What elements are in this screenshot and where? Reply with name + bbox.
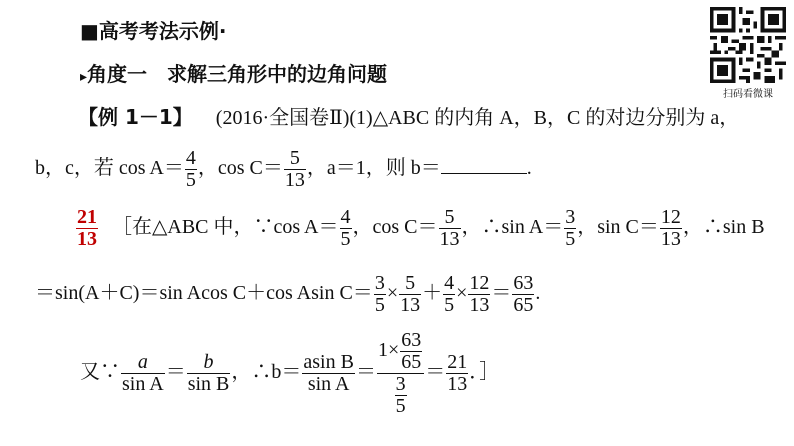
frac-cosC: $\frac{5}{13}$ xyxy=(284,147,305,191)
frac-3-5-inner: $\frac{3}{5}$ xyxy=(395,373,406,417)
frac-asinB-sinA: $\frac{\text{asin B}}{\text{sin A}}$ xyxy=(303,351,354,395)
frac-12-13-b: $\frac{12}{13}$ xyxy=(469,272,490,316)
frac-3-5: $\frac{3}{5}$ xyxy=(565,206,576,250)
frac-cosA: $\frac{4}{5}$ xyxy=(185,147,196,191)
frac-4-5-b: $\frac{4}{5}$ xyxy=(444,272,455,316)
qr-caption: 扫码看微课 xyxy=(723,89,773,100)
frac-21-13: $\frac{21}{13}$ xyxy=(447,351,468,395)
frac-63-65: $\frac{63}{65}$ xyxy=(513,272,534,316)
example-line-1 xyxy=(78,107,739,128)
qr-code-icon[interactable] xyxy=(710,7,786,83)
s3-end: ．］ xyxy=(469,361,500,384)
frac-63-65-inner: $\frac{63}{65}$ xyxy=(401,329,422,373)
s3-eq-3: ＝ xyxy=(425,361,446,384)
example-line-2 xyxy=(35,148,532,191)
s1-d: ，sin C＝ xyxy=(577,216,659,239)
plus: ＋ xyxy=(422,282,443,305)
frac-12-13: $\frac{12}{13}$ xyxy=(660,206,681,250)
section-header xyxy=(80,21,227,41)
solution-line-3 xyxy=(80,330,499,417)
example-tag: 【例 1－1】 xyxy=(78,105,193,129)
q2-post: ，a＝1，则 b＝ xyxy=(306,157,441,180)
answer-fraction: $\frac{21}{13}$ xyxy=(77,206,97,250)
angle-heading xyxy=(80,64,387,84)
answer-blank[interactable] xyxy=(441,155,527,174)
complex-fraction xyxy=(377,330,424,417)
times-2: × xyxy=(456,282,468,305)
q2-end: . xyxy=(526,157,532,180)
s1-e: ，∴sin B xyxy=(682,216,765,239)
solution-line-1 xyxy=(75,207,765,250)
s1-b: ，cos C＝ xyxy=(352,216,438,239)
frac-3-5-b: $\frac{3}{5}$ xyxy=(374,272,385,316)
frac-5-13: $\frac{5}{13}$ xyxy=(439,206,460,250)
q2-mid: ，cos C＝ xyxy=(197,157,283,180)
equals: ＝ xyxy=(491,282,512,305)
s3-mid: ，∴b＝ xyxy=(231,361,302,384)
example-source: (2016·全国卷Ⅱ)(1) xyxy=(215,107,373,129)
q2-pre: b，c，若 cos A＝ xyxy=(35,157,184,180)
s1-a: ［在△ABC 中，∵cos A＝ xyxy=(112,216,339,239)
big-num-pre: 1× xyxy=(377,339,400,362)
s2-a: ＝sin(A＋C)＝sin Acos C＋cos Asin C＝ xyxy=(35,282,373,305)
times-1: × xyxy=(386,282,399,305)
frac-a-sinA: $\frac{a}{\text{sin A}}$ xyxy=(122,351,164,395)
angle-title: 角度一 求解三角形中的边角问题 xyxy=(87,62,388,86)
header-title: 高考考法示例· xyxy=(98,19,227,43)
header-bullet: ■ xyxy=(80,19,99,43)
s2-end: . xyxy=(535,282,541,305)
solution-line-2 xyxy=(35,273,540,316)
angle-marker: ▸ xyxy=(80,69,88,85)
frac-b-sinB: $\frac{b}{\text{sin B}}$ xyxy=(187,351,230,395)
s1-c: ，∴sin A＝ xyxy=(461,216,564,239)
s3-pre: 又∵ xyxy=(80,361,120,384)
s3-eq-2: ＝ xyxy=(355,361,376,384)
s3-eq-1: ＝ xyxy=(165,361,186,384)
frac-4-5: $\frac{4}{5}$ xyxy=(340,206,351,250)
example-question-1: △ABC 的内角 A，B，C 的对边分别为 a， xyxy=(372,107,740,129)
frac-5-13-b: $\frac{5}{13}$ xyxy=(400,272,421,316)
